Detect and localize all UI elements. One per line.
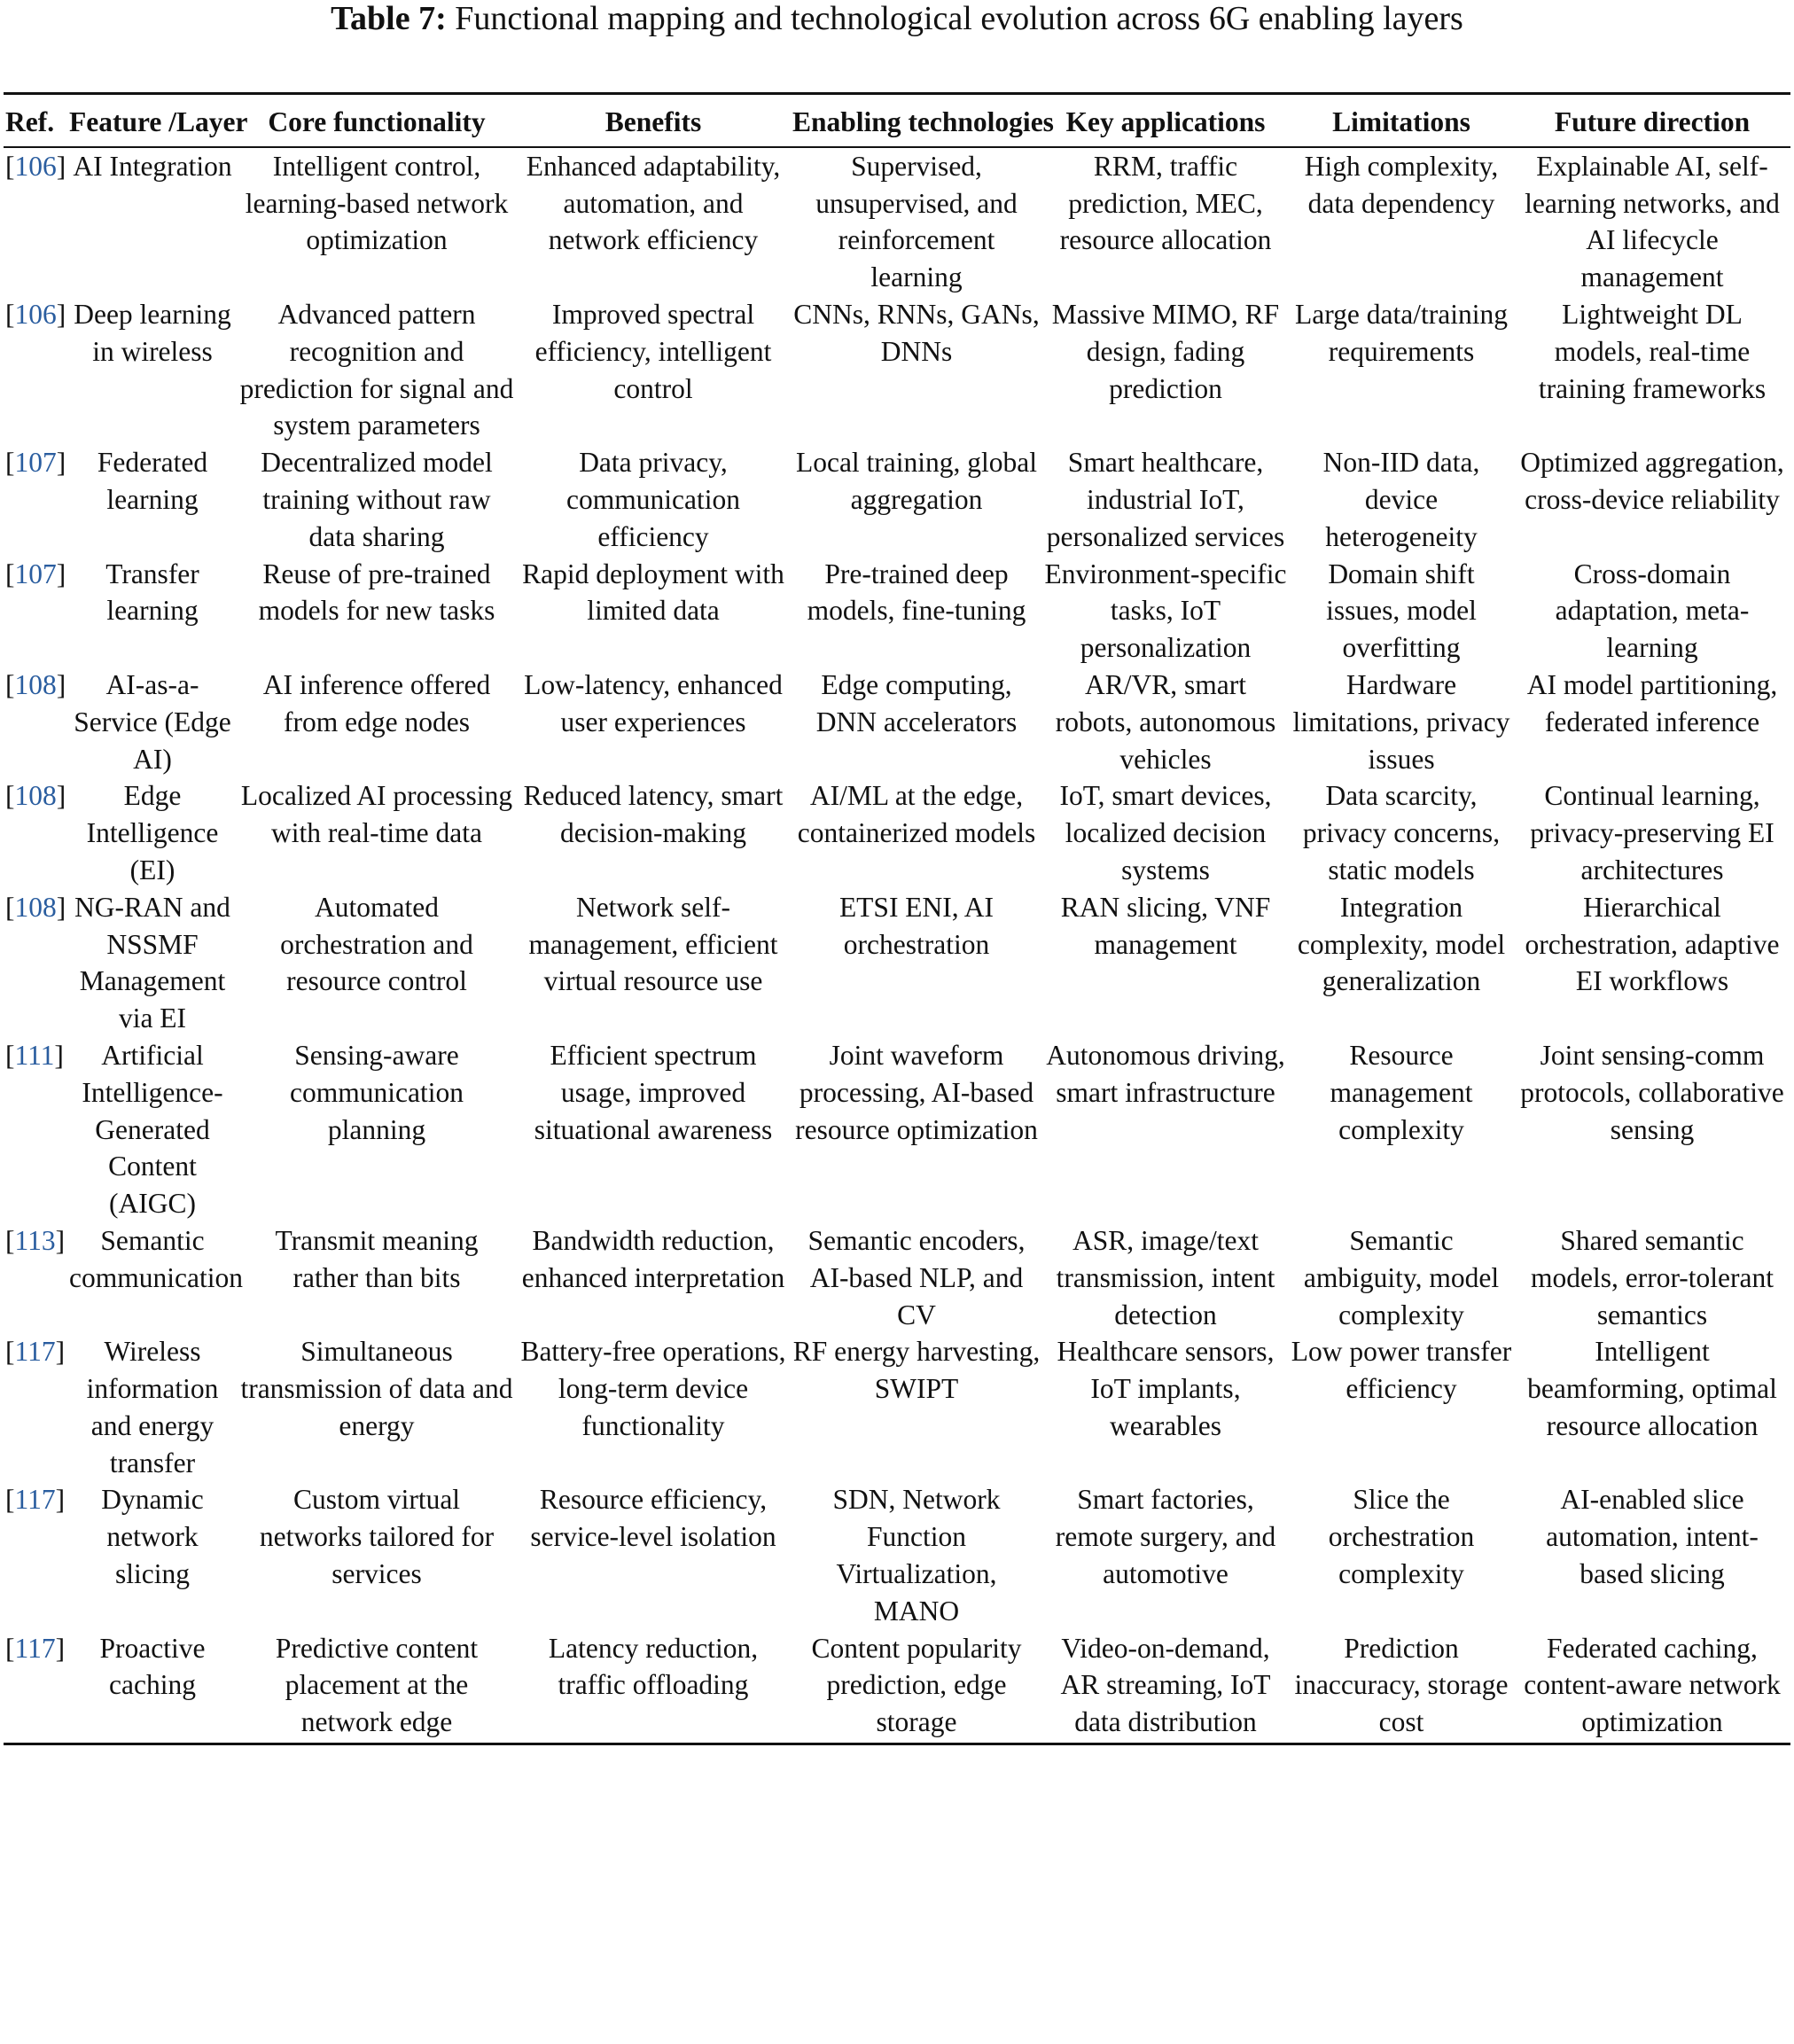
applications-cell: AR/VR, smart robots, autonomous vehicles xyxy=(1055,668,1276,775)
limitations-cell: Semantic ambiguity, model complexity xyxy=(1303,1224,1500,1330)
limitations-cell: Slice the orchestration complexity xyxy=(1328,1484,1475,1590)
benefits-cell: Enhanced adaptability, automation, and network efficiency xyxy=(526,150,781,256)
core-cell: Sensing-aware communication planning xyxy=(290,1039,464,1145)
limitations-cell: Resource management complexity xyxy=(1330,1039,1473,1145)
core-cell: Automated orchestration and resource control xyxy=(280,891,473,997)
core-cell: Reuse of pre-trained models for new tasks xyxy=(258,558,495,627)
limitations-cell: High complexity, data dependency xyxy=(1304,150,1499,219)
future-cell: Lightweight DL models, real-time training frameworks xyxy=(1538,298,1767,404)
technologies-cell: Pre-trained deep models, fine-tuning xyxy=(807,558,1026,627)
future-cell: Joint sensing-comm protocols, collaborative sensing xyxy=(1520,1039,1784,1145)
technologies-cell: RF energy harvesting, SWIPT xyxy=(792,1336,1041,1405)
technologies-cell: Local training, global aggregation xyxy=(795,447,1038,515)
applications-cell: ASR, image/text transmission, intent detection xyxy=(1056,1224,1275,1330)
ref-cell: [107] xyxy=(5,558,66,589)
table-row xyxy=(4,556,1790,667)
applications-cell: IoT, smart devices, localized decision systems xyxy=(1059,780,1272,885)
feature-cell: Edge Intelligence (EI) xyxy=(86,780,219,885)
limitations-cell: Data scarcity, privacy concerns, static models xyxy=(1302,780,1501,885)
benefits-cell: Bandwidth reduction, enhanced interpretation xyxy=(521,1224,785,1293)
feature-cell: Artificial Intelligence-Generated Content (AIGC) xyxy=(82,1039,223,1220)
ref-cell: [111] xyxy=(5,1039,64,1071)
citation-link[interactable]: 108 xyxy=(14,780,57,812)
header-row xyxy=(4,94,1790,147)
column-header-ref: Ref. xyxy=(4,94,67,147)
technologies-cell: Semantic encoders, AI-based NLP, and CV xyxy=(807,1224,1026,1330)
citation-link[interactable]: 106 xyxy=(14,150,57,182)
applications-cell: Smart factories, remote surgery, and automotive xyxy=(1055,1484,1276,1590)
table-row xyxy=(4,1037,1790,1222)
column-header-core: Core functionality xyxy=(238,94,516,147)
table-title: Functional mapping and technological evolution across 6G enabling layers xyxy=(455,0,1463,37)
column-header-future: Future direction xyxy=(1514,94,1790,147)
citation-link[interactable]: 107 xyxy=(14,447,57,479)
applications-cell: Healthcare sensors, IoT implants, wearables xyxy=(1057,1336,1275,1441)
table-row xyxy=(4,444,1790,555)
ref-cell: [108] xyxy=(5,780,66,812)
benefits-cell: Network self-management, efficient virtual resource use xyxy=(528,891,778,997)
table-row xyxy=(4,1481,1790,1629)
table-row xyxy=(4,1630,1790,1744)
technologies-cell: Edge computing, DNN accelerators xyxy=(815,668,1018,737)
limitations-cell: Large data/training requirements xyxy=(1295,298,1508,367)
citation-link[interactable]: 117 xyxy=(14,1632,56,1664)
core-cell: Transmit meaning rather than bits xyxy=(275,1224,479,1293)
table-row xyxy=(4,1333,1790,1481)
table-row xyxy=(4,1222,1790,1333)
column-header-applications: Key applications xyxy=(1042,94,1289,147)
table-row xyxy=(4,777,1790,888)
core-cell: Localized AI processing with real-time data xyxy=(240,780,513,849)
technologies-cell: CNNs, RNNs, GANs, DNNs xyxy=(793,298,1040,367)
benefits-cell: Rapid deployment with limited data xyxy=(522,558,784,627)
future-cell: Federated caching, content-aware network optimization xyxy=(1514,1630,1790,1744)
ref-cell: [106] xyxy=(5,150,66,182)
feature-cell: Semantic communication xyxy=(69,1224,243,1293)
ref-cell: [113] xyxy=(5,1224,66,1256)
limitations-cell: Prediction inaccuracy, storage cost xyxy=(1289,1630,1514,1744)
technologies-cell: Supervised, unsupervised, and reinforcement learning xyxy=(815,150,1018,293)
future-cell: Continual learning, privacy-preserving EI architectures xyxy=(1530,780,1774,885)
benefits-cell: Reduced latency, smart decision-making xyxy=(523,780,784,849)
feature-cell: Proactive caching xyxy=(67,1630,238,1744)
technologies-cell: ETSI ENI, AI orchestration xyxy=(838,891,994,960)
technologies-cell: AI/ML at the edge, containerized models xyxy=(797,780,1036,849)
technologies-cell: SDN, Network Function Virtualization, MANO xyxy=(832,1484,1001,1627)
limitations-cell: Domain shift issues, model overfitting xyxy=(1326,558,1477,664)
ref-cell: [108] xyxy=(5,891,66,923)
citation-link[interactable]: 117 xyxy=(14,1336,56,1368)
feature-cell: NG-RAN and NSSMF Management via EI xyxy=(74,891,230,1034)
column-header-limitations: Limitations xyxy=(1289,94,1514,147)
future-cell: Intelligent beamforming, optimal resource allocation xyxy=(1527,1336,1777,1441)
future-cell: Cross-domain adaptation, meta-learning xyxy=(1555,558,1750,664)
applications-cell: Massive MIMO, RF design, fading prediction xyxy=(1051,298,1280,404)
feature-cell: Wireless information and energy transfer xyxy=(86,1336,219,1478)
feature-cell: AI Integration xyxy=(73,150,232,182)
feature-cell: Dynamic network slicing xyxy=(101,1484,204,1590)
column-header-benefits: Benefits xyxy=(516,94,791,147)
core-cell: Advanced pattern recognition and prediction for signal and system parameters xyxy=(239,298,514,441)
feature-cell: Federated learning xyxy=(97,447,208,515)
ref-cell: [117] xyxy=(5,1336,66,1368)
applications-cell: Smart healthcare, industrial IoT, personalized services xyxy=(1046,447,1285,552)
core-cell: AI inference offered from edge nodes xyxy=(262,668,491,737)
core-cell: Predictive content placement at the network edge xyxy=(238,1630,516,1744)
limitations-cell: Hardware limitations, privacy issues xyxy=(1292,668,1510,775)
limitations-cell: Low power transfer efficiency xyxy=(1291,1336,1512,1405)
ref-cell: [107] xyxy=(5,447,66,479)
future-cell: AI-enabled slice automation, intent-based slicing xyxy=(1546,1484,1759,1590)
ref-cell: [117] xyxy=(5,1484,66,1516)
ref-cell: [106] xyxy=(5,298,66,330)
core-cell: Custom virtual networks tailored for services xyxy=(259,1484,495,1590)
limitations-cell: Non-IID data, device heterogeneity xyxy=(1322,447,1480,552)
citation-link[interactable]: 107 xyxy=(14,558,57,589)
column-header-feature: Feature /Layer xyxy=(67,94,238,147)
column-header-technologies: Enabling technologies xyxy=(791,94,1042,147)
citation-link[interactable]: 117 xyxy=(14,1484,56,1516)
benefits-cell: Latency reduction, traffic offloading xyxy=(516,1630,791,1744)
table-row xyxy=(4,296,1790,444)
future-cell: Explainable AI, self-learning networks, and AI lifecycle management xyxy=(1525,150,1780,293)
benefits-cell: Data privacy, communication efficiency xyxy=(566,447,740,552)
future-cell: Hierarchical orchestration, adaptive EI workflows xyxy=(1525,891,1780,997)
technologies-cell: Content popularity prediction, edge storage xyxy=(791,1630,1042,1744)
feature-cell: Deep learning in wireless xyxy=(74,298,231,367)
functional-mapping-table xyxy=(4,92,1790,1745)
table-row xyxy=(4,147,1790,296)
benefits-cell: Improved spectral efficiency, intelligent control xyxy=(534,298,772,404)
applications-cell: RAN slicing, VNF management xyxy=(1060,891,1271,960)
benefits-cell: Resource efficiency, service-level isolation xyxy=(530,1484,776,1553)
core-cell: Decentralized model training without raw data sharing xyxy=(261,447,493,552)
table-caption xyxy=(0,0,1794,37)
benefits-cell: Battery-free operations, long-term device functionality xyxy=(520,1336,786,1441)
citation-link[interactable]: 111 xyxy=(14,1039,55,1071)
applications-cell: Autonomous driving, smart infrastructure xyxy=(1046,1039,1285,1108)
technologies-cell: Joint waveform processing, AI-based resource optimization xyxy=(795,1039,1038,1145)
benefits-cell: Efficient spectrum usage, improved situational awareness xyxy=(534,1039,773,1145)
table-row xyxy=(4,667,1790,777)
benefits-cell: Low-latency, enhanced user experiences xyxy=(524,668,783,737)
limitations-cell: Integration complexity, model generalization xyxy=(1297,891,1506,997)
table-row xyxy=(4,889,1790,1037)
ref-cell: [117] xyxy=(4,1630,67,1744)
citation-link[interactable]: 113 xyxy=(14,1224,56,1256)
core-cell: Simultaneous transmission of data and energy xyxy=(240,1336,513,1441)
future-cell: AI model partitioning, federated inference xyxy=(1526,668,1778,737)
core-cell: Intelligent control, learning-based network optimization xyxy=(245,150,509,256)
ref-cell: [108] xyxy=(5,668,66,700)
applications-cell: RRM, traffic prediction, MEC, resource allocation xyxy=(1059,150,1272,256)
citation-link[interactable]: 108 xyxy=(14,891,57,923)
applications-cell: Environment-specific tasks, IoT personalization xyxy=(1044,558,1287,664)
future-cell: Optimized aggregation, cross-device reliability xyxy=(1520,447,1784,515)
table-label: Table 7: xyxy=(331,0,447,37)
applications-cell: Video-on-demand, AR streaming, IoT data distribution xyxy=(1042,1630,1289,1744)
citation-link[interactable]: 106 xyxy=(14,298,57,330)
feature-cell: Transfer learning xyxy=(105,558,199,627)
citation-link[interactable]: 108 xyxy=(14,668,57,700)
feature-cell: AI-as-a-Service (Edge AI) xyxy=(74,668,231,775)
future-cell: Shared semantic models, error-tolerant semantics xyxy=(1530,1224,1774,1330)
